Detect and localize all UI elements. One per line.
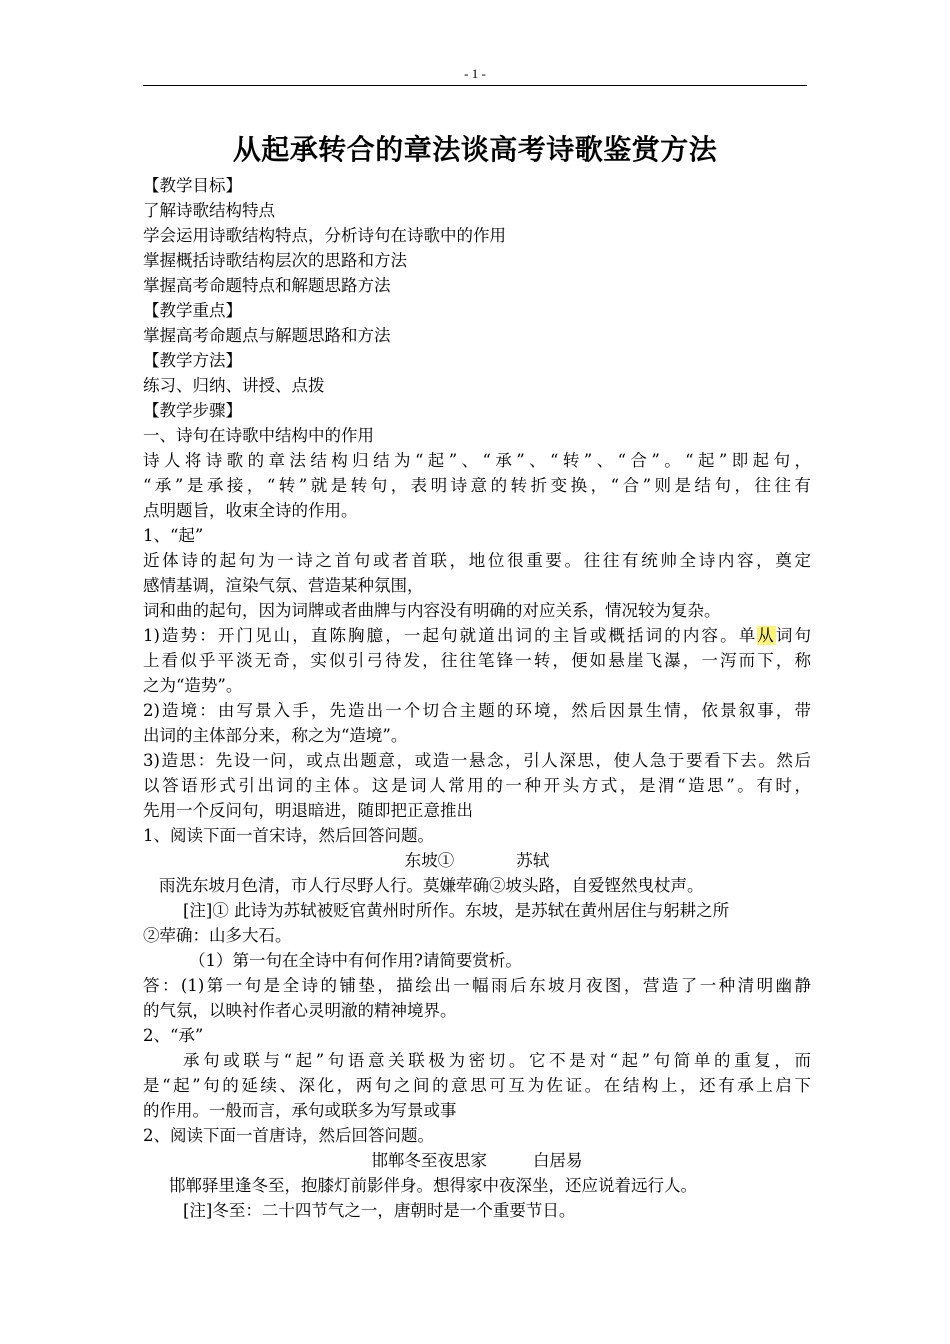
poem-title-line (143, 1148, 811, 1173)
text-line: 掌握高考命题点与解题思路和方法 (143, 326, 391, 345)
question-heading: 1、阅读下面一首宋诗，然后回答问题。 (143, 826, 434, 845)
text-line: 练习、归纳、讲授、点拨 (143, 376, 325, 395)
text-line: 词和曲的起句，因为词牌或者曲牌与内容没有明确的对应关系，情况较为复杂。 (143, 601, 721, 620)
annotation: [注]① 此诗为苏轼被贬官黄州时所作。东坡，是苏轼在黄州居住与躬耕之所 (183, 901, 730, 920)
subsection-heading-qi: 1、“起” (143, 526, 204, 545)
text-line: 之为“造势”。 (143, 676, 243, 695)
section-heading-objectives: 【教学目标】 (143, 176, 242, 195)
annotation: ②荦确：山多大石。 (143, 926, 292, 945)
subsection-heading: 一、诗句在诗歌中结构中的作用 (143, 426, 374, 445)
poem-text: 雨洗东坡月色清，市人行尽野人行。莫嫌荦确②坡头路，自爱铿然曳杖声。 (159, 876, 704, 895)
text-line: “承”是承接，“转”就是转句，表明诗意的转折变换，“合”则是结句，往往有 (143, 476, 811, 495)
poem-author: 苏轼 (516, 851, 550, 870)
answer: 的气氛，以映衬作者心灵明澈的精神境界。 (143, 1001, 457, 1020)
text-line: 近体诗的起句为一诗之首句或者首联，地位很重要。往往有统帅全诗内容，奠定 (143, 551, 811, 570)
question-heading: 2、阅读下面一首唐诗，然后回答问题。 (143, 1126, 434, 1145)
text-line: 感情基调，渲染气氛、营造某种氛围， (143, 576, 424, 595)
text-span: 词句 (775, 626, 811, 645)
poem-title-line (143, 848, 811, 873)
document-body (143, 173, 811, 1223)
poem-title: 邯郸冬至夜思家 (371, 1151, 487, 1170)
answer: 答：(1)第一句是全诗的铺垫，描绘出一幅雨后东坡月夜图，营造了一种清明幽静 (143, 976, 811, 995)
subsection-heading-cheng: 2、“承” (143, 1026, 204, 1045)
text-line (143, 623, 811, 648)
text-line: 掌握概括诗歌结构层次的思路和方法 (143, 251, 407, 270)
text-line: 先用一个反问句，明退暗进，随即把正意推出 (143, 801, 473, 820)
document-title: 从起承转合的章法谈高考诗歌鉴赏方法 (232, 133, 718, 166)
text-line: 是“起”句的延续、深化，两句之间的意思可互为佐证。在结构上，还有承上启下 (143, 1076, 811, 1095)
header-rule (143, 85, 807, 86)
question: （1）第一句在全诗中有何作用?请简要赏析。 (189, 951, 522, 970)
text-line: 的作用。一般而言，承句或联多为写景或事 (143, 1101, 457, 1120)
page-number: - 1 - (464, 66, 486, 81)
text-line: 诗人将诗歌的章法结构归结为“起”、“承”、“转”、“合”。“起”即起句， (143, 451, 811, 470)
poem-author: 白居易 (533, 1151, 583, 1170)
text-line: 出词的主体部分来，称之为“造境”。 (143, 726, 408, 745)
text-line: 掌握高考命题特点和解题思路方法 (143, 276, 391, 295)
section-heading-steps: 【教学步骤】 (143, 401, 242, 420)
section-heading-key-points: 【教学重点】 (143, 301, 242, 320)
poem-text: 邯郸驿里逢冬至，抱膝灯前影伴身。想得家中夜深坐，还应说着远行人。 (169, 1176, 697, 1195)
text-line: 上看似乎平淡无奇，实似引弓待发，往往笔锋一转，便如悬崖飞瀑，一泻而下，称 (143, 651, 811, 670)
poem-title: 东坡① (404, 851, 455, 870)
section-heading-methods: 【教学方法】 (143, 351, 242, 370)
text-line: 学会运用诗歌结构特点，分析诗句在诗歌中的作用 (143, 226, 506, 245)
text-line: 以答语形式引出词的主体。这是词人常用的一种开头方式，是渭“造思”。有时， (143, 776, 811, 795)
annotation: [注]冬至：二十四节气之一，唐朝时是一个重要节日。 (183, 1201, 576, 1220)
text-span: 1)造势：开门见山，直陈胸臆，一起句就道出词的主旨或概括词的内容。单 (143, 626, 758, 645)
highlighted-text: 从 (757, 626, 776, 645)
text-line: 了解诗歌结构特点 (143, 201, 275, 220)
text-line: 3)造思：先设一问，或点出题意，或造一悬念，引人深思，使人急于要看下去。然后 (143, 751, 811, 770)
text-line: 承句或联与“起”句语意关联极为密切。它不是对“起”句简单的重复，而 (183, 1051, 811, 1070)
text-line: 点明题旨，收束全诗的作用。 (143, 501, 358, 520)
text-line: 2)造境：由写景入手，先造出一个切合主题的环境，然后因景生情，依景叙事，带 (143, 701, 811, 720)
